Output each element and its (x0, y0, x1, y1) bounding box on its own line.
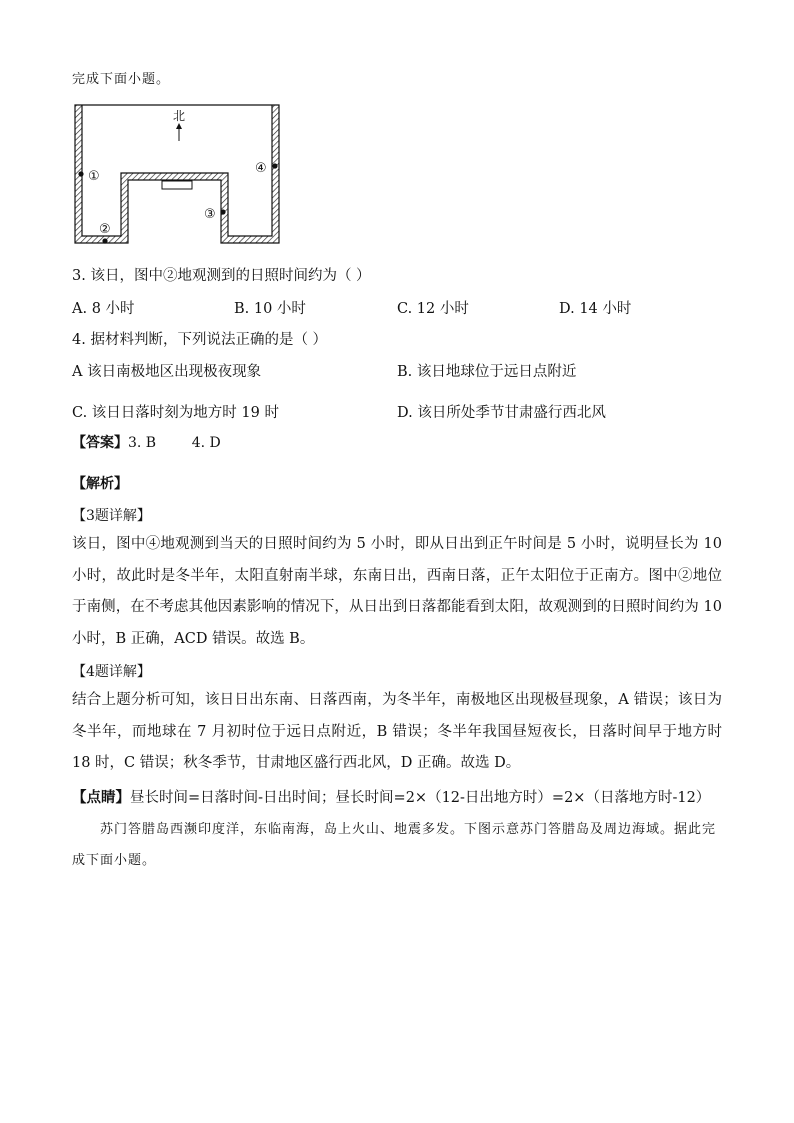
next-intro-text: 苏门答腊岛西濒印度洋，东临南海，岛上火山、地震多发。下图示意苏门答腊岛及周边海域。据此完成下面小题。 (72, 822, 717, 868)
q3-option-c: C. 12 小时 (397, 301, 469, 317)
building-plan-figure (70, 100, 285, 248)
point-4-dot (272, 163, 277, 168)
point-2-label: ② (99, 222, 111, 237)
north-label: 北 (173, 109, 186, 123)
point-1-label: ① (88, 169, 100, 184)
q3-option-a: A. 8 小时 (72, 301, 135, 317)
window-rect (162, 181, 192, 189)
point-1-dot (78, 171, 83, 176)
answer-row (72, 432, 221, 452)
point-4-label: ④ (255, 161, 267, 176)
answer-label: 【答案】 (72, 435, 128, 451)
tip-label: 【点睛】 (72, 789, 130, 806)
intro-tail-text: 完成下面小题。 (72, 72, 171, 87)
q3-option-d: D. 14 小时 (559, 301, 632, 317)
tip-text: 昼长时间=日落时间-日出时间；昼长时间=2×（12-日出地方时）=2×（日落地方时-12） (130, 790, 711, 806)
point-3-dot (220, 209, 225, 214)
q4-analysis-body: 结合上题分析可知，该日日出东南、日落西南，为冬半年，南极地区出现极昼现象，A 错误；该日为冬半年，而地球在 7 月初时位于远日点附近，B 错误；冬半年我国昼短夜长，日落时间早于地方时 18 时，C 错误；秋冬季节，甘肃地区盛行西北风，D 正确。故选 D。 (72, 692, 722, 771)
q3-analysis-body: 该日，图中④地观测到当天的日照时间约为 5 小时，即从日出到正午时间是 5 小时，说明昼长为 10 小时，故此时是冬半年，太阳直射南半球，东南日出，西南日落，正午太阳位于正南方。图中②地位于南侧，在不考虑其他因素影响的情况下，从日出到日落都能看到太阳，故观测到的日照时间约为 10 小时，B 正确，ACD 错误。故选 B。 (72, 536, 722, 647)
q4-option-a: A 该日南极地区出现极夜现象 (72, 364, 262, 380)
q3-option-b: B. 10 小时 (234, 301, 306, 317)
tip-row (72, 786, 710, 807)
answer-text: 3. B 4. D (128, 435, 221, 451)
q3-analysis-heading: 【3题详解】 (72, 508, 151, 524)
north-arrow-head (176, 123, 182, 129)
q4-option-c: C. 该日日落时刻为地方时 19 时 (72, 405, 279, 421)
q3-stem: 3. 该日，图中②地观测到的日照时间约为（ ） (72, 268, 371, 284)
q4-stem: 4. 据材料判断，下列说法正确的是（ ） (72, 332, 328, 348)
point-2-dot (102, 238, 107, 243)
q4-option-d: D. 该日所处季节甘肃盛行西北风 (397, 405, 606, 421)
q4-option-b: B. 该日地球位于远日点附近 (397, 364, 577, 380)
q4-analysis-heading: 【4题详解】 (72, 664, 151, 680)
point-3-label: ③ (204, 207, 216, 222)
analysis-label: 【解析】 (72, 476, 128, 492)
